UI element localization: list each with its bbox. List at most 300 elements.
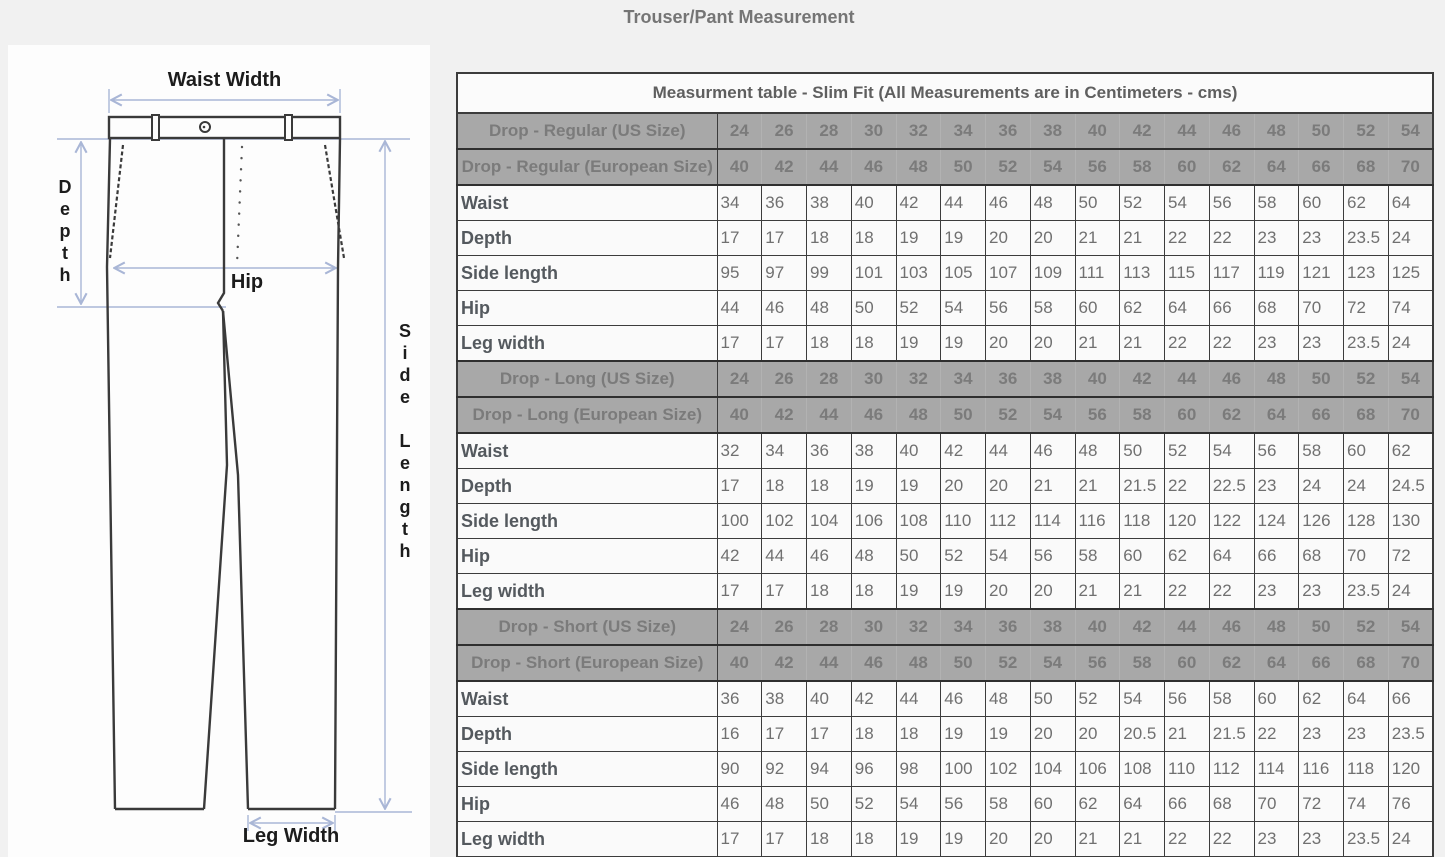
value-cell: 50	[896, 539, 941, 574]
value-cell: 20	[986, 326, 1031, 362]
value-cell: 58	[1209, 681, 1254, 717]
measurement-row	[457, 291, 1433, 326]
side-length-label: Side Length	[395, 321, 415, 563]
row-label-cell: Depth	[457, 221, 717, 256]
value-cell: 54	[1120, 681, 1165, 717]
value-cell: 17	[762, 326, 807, 362]
us-size-cell: 40	[1075, 361, 1120, 397]
value-cell: 96	[851, 752, 896, 787]
value-cell: 120	[1165, 504, 1210, 539]
eu-size-cell: 44	[807, 149, 852, 185]
value-cell: 17	[762, 574, 807, 610]
eu-size-cell: 70	[1388, 645, 1433, 681]
value-cell: 20	[986, 221, 1031, 256]
eu-size-cell: 50	[941, 149, 986, 185]
value-cell: 32	[717, 433, 762, 469]
value-cell: 18	[851, 574, 896, 610]
waist-width-label: Waist Width	[167, 69, 282, 91]
value-cell: 62	[1388, 433, 1433, 469]
value-cell: 107	[986, 256, 1031, 291]
value-cell: 58	[1075, 539, 1120, 574]
row-label-cell: Leg width	[457, 822, 717, 857]
value-cell: 19	[941, 574, 986, 610]
eu-size-cell: 68	[1344, 645, 1389, 681]
value-cell: 19	[896, 822, 941, 857]
eu-size-cell: 40	[717, 645, 762, 681]
row-label-cell: Hip	[457, 291, 717, 326]
value-cell: 18	[807, 469, 852, 504]
value-cell: 24	[1388, 326, 1433, 362]
value-cell: 52	[1075, 681, 1120, 717]
pocket-line-right	[325, 145, 344, 258]
value-cell: 48	[986, 681, 1031, 717]
value-cell: 52	[896, 291, 941, 326]
us-size-cell: 26	[762, 113, 807, 149]
value-cell: 23	[1254, 326, 1299, 362]
value-cell: 22.5	[1209, 469, 1254, 504]
us-size-cell: 24	[717, 361, 762, 397]
value-cell: 19	[941, 717, 986, 752]
value-cell: 18	[807, 326, 852, 362]
value-cell: 56	[986, 291, 1031, 326]
us-size-cell: 34	[941, 361, 986, 397]
value-cell: 60	[1299, 185, 1344, 221]
eu-size-cell: 40	[717, 149, 762, 185]
value-cell: 34	[762, 433, 807, 469]
value-cell: 124	[1254, 504, 1299, 539]
table-title-row	[457, 73, 1433, 113]
eu-size-cell: 58	[1120, 149, 1165, 185]
value-cell: 21	[1030, 469, 1075, 504]
value-cell: 52	[941, 539, 986, 574]
value-cell: 22	[1209, 822, 1254, 857]
value-cell: 125	[1388, 256, 1433, 291]
value-cell: 102	[986, 752, 1031, 787]
us-size-cell: 42	[1120, 361, 1165, 397]
value-cell: 17	[717, 221, 762, 256]
eu-size-cell: 46	[851, 645, 896, 681]
us-size-cell: 52	[1344, 361, 1389, 397]
right-inner-seam	[223, 311, 248, 809]
value-cell: 58	[1254, 185, 1299, 221]
value-cell: 128	[1344, 504, 1389, 539]
value-cell: 115	[1165, 256, 1210, 291]
value-cell: 94	[807, 752, 852, 787]
value-cell: 42	[851, 681, 896, 717]
value-cell: 44	[941, 185, 986, 221]
measurement-table-body	[457, 73, 1433, 857]
value-cell: 18	[807, 221, 852, 256]
value-cell: 70	[1254, 787, 1299, 822]
eu-size-cell: 52	[986, 645, 1031, 681]
value-cell: 20	[941, 469, 986, 504]
left-inner-seam	[204, 311, 227, 809]
value-cell: 21	[1120, 221, 1165, 256]
value-cell: 17	[717, 326, 762, 362]
depth-label: Depth	[55, 177, 75, 287]
value-cell: 117	[1209, 256, 1254, 291]
value-cell: 68	[1209, 787, 1254, 822]
value-cell: 38	[851, 433, 896, 469]
value-cell: 46	[762, 291, 807, 326]
value-cell: 36	[762, 185, 807, 221]
value-cell: 66	[1254, 539, 1299, 574]
value-cell: 19	[941, 326, 986, 362]
value-cell: 22	[1209, 574, 1254, 610]
us-size-cell: 46	[1209, 113, 1254, 149]
eu-size-cell: 58	[1120, 397, 1165, 433]
eu-size-row	[457, 397, 1433, 433]
value-cell: 21	[1075, 822, 1120, 857]
value-cell: 46	[1030, 433, 1075, 469]
value-cell: 70	[1299, 291, 1344, 326]
value-cell: 17	[717, 574, 762, 610]
left-outer-seam	[107, 139, 115, 809]
value-cell: 58	[1030, 291, 1075, 326]
us-size-cell: 32	[896, 609, 941, 645]
value-cell: 22	[1165, 326, 1210, 362]
row-label-cell: Drop - Short (European Size)	[457, 645, 717, 681]
value-cell: 119	[1254, 256, 1299, 291]
value-cell: 104	[1030, 752, 1075, 787]
value-cell: 19	[896, 469, 941, 504]
value-cell: 95	[717, 256, 762, 291]
us-size-cell: 48	[1254, 609, 1299, 645]
us-size-cell: 42	[1120, 113, 1165, 149]
eu-size-cell: 54	[1030, 397, 1075, 433]
value-cell: 92	[762, 752, 807, 787]
value-cell: 44	[986, 433, 1031, 469]
eu-size-cell: 64	[1254, 149, 1299, 185]
us-size-cell: 28	[807, 113, 852, 149]
us-size-cell: 42	[1120, 609, 1165, 645]
value-cell: 24.5	[1388, 469, 1433, 504]
value-cell: 99	[807, 256, 852, 291]
value-cell: 100	[941, 752, 986, 787]
value-cell: 66	[1209, 291, 1254, 326]
value-cell: 22	[1209, 221, 1254, 256]
us-size-cell: 38	[1030, 113, 1075, 149]
value-cell: 20	[1030, 822, 1075, 857]
measurement-row	[457, 326, 1433, 362]
value-cell: 19	[896, 326, 941, 362]
value-cell: 110	[1165, 752, 1210, 787]
trouser-diagram	[8, 45, 430, 857]
value-cell: 111	[1075, 256, 1120, 291]
value-cell: 62	[1344, 185, 1389, 221]
value-cell: 20	[986, 822, 1031, 857]
value-cell: 104	[807, 504, 852, 539]
us-size-cell: 28	[807, 361, 852, 397]
value-cell: 64	[1165, 291, 1210, 326]
value-cell: 18	[851, 326, 896, 362]
value-cell: 36	[717, 681, 762, 717]
eu-size-cell: 58	[1120, 645, 1165, 681]
value-cell: 21	[1120, 326, 1165, 362]
eu-size-cell: 42	[762, 397, 807, 433]
us-size-cell: 54	[1388, 113, 1433, 149]
value-cell: 20.5	[1120, 717, 1165, 752]
value-cell: 19	[896, 221, 941, 256]
us-size-cell: 46	[1209, 361, 1254, 397]
us-size-cell: 54	[1388, 361, 1433, 397]
value-cell: 20	[1030, 717, 1075, 752]
eu-size-cell: 50	[941, 645, 986, 681]
trouser-outline	[107, 115, 340, 809]
value-cell: 56	[1209, 185, 1254, 221]
value-cell: 48	[1075, 433, 1120, 469]
measurement-row	[457, 787, 1433, 822]
value-cell: 20	[1030, 326, 1075, 362]
value-cell: 40	[851, 185, 896, 221]
value-cell: 64	[1344, 681, 1389, 717]
value-cell: 18	[807, 822, 852, 857]
value-cell: 62	[1165, 539, 1210, 574]
value-cell: 46	[941, 681, 986, 717]
row-label-cell: Drop - Regular (European Size)	[457, 149, 717, 185]
belt-loop-right	[285, 115, 292, 140]
us-size-cell: 24	[717, 609, 762, 645]
measurement-row	[457, 504, 1433, 539]
measurement-row	[457, 574, 1433, 610]
measurement-row	[457, 469, 1433, 504]
us-size-cell: 50	[1299, 113, 1344, 149]
value-cell: 54	[986, 539, 1031, 574]
row-label-cell: Depth	[457, 717, 717, 752]
eu-size-row	[457, 645, 1433, 681]
value-cell: 22	[1209, 326, 1254, 362]
eu-size-cell: 56	[1075, 397, 1120, 433]
eu-size-cell: 66	[1299, 397, 1344, 433]
value-cell: 58	[1299, 433, 1344, 469]
value-cell: 23	[1254, 574, 1299, 610]
us-size-cell: 36	[986, 113, 1031, 149]
eu-size-cell: 68	[1344, 149, 1389, 185]
value-cell: 116	[1299, 752, 1344, 787]
row-label-cell: Hip	[457, 787, 717, 822]
value-cell: 114	[1254, 752, 1299, 787]
eu-size-cell: 54	[1030, 645, 1075, 681]
eu-size-cell: 44	[807, 645, 852, 681]
value-cell: 19	[851, 469, 896, 504]
us-size-cell: 32	[896, 361, 941, 397]
measurement-table-container	[456, 72, 1434, 857]
value-cell: 34	[717, 185, 762, 221]
value-cell: 54	[941, 291, 986, 326]
us-size-cell: 36	[986, 361, 1031, 397]
value-cell: 24	[1388, 822, 1433, 857]
value-cell: 60	[1254, 681, 1299, 717]
us-size-row	[457, 361, 1433, 397]
value-cell: 52	[1120, 185, 1165, 221]
us-size-cell: 28	[807, 609, 852, 645]
row-label-cell: Side length	[457, 256, 717, 291]
measurement-row	[457, 752, 1433, 787]
value-cell: 52	[1165, 433, 1210, 469]
value-cell: 24	[1388, 574, 1433, 610]
us-size-cell: 34	[941, 609, 986, 645]
eu-size-cell: 56	[1075, 149, 1120, 185]
value-cell: 23	[1254, 822, 1299, 857]
value-cell: 42	[717, 539, 762, 574]
value-cell: 23	[1254, 221, 1299, 256]
measurement-row	[457, 433, 1433, 469]
trouser-diagram-drawing	[8, 45, 430, 857]
value-cell: 62	[1075, 787, 1120, 822]
eu-size-row	[457, 149, 1433, 185]
eu-size-cell: 68	[1344, 397, 1389, 433]
value-cell: 20	[986, 574, 1031, 610]
value-cell: 50	[1120, 433, 1165, 469]
eu-size-cell: 70	[1388, 397, 1433, 433]
value-cell: 24	[1388, 221, 1433, 256]
value-cell: 23.5	[1344, 574, 1389, 610]
value-cell: 101	[851, 256, 896, 291]
value-cell: 52	[851, 787, 896, 822]
value-cell: 18	[896, 717, 941, 752]
us-size-cell: 38	[1030, 609, 1075, 645]
value-cell: 21	[1075, 221, 1120, 256]
value-cell: 44	[762, 539, 807, 574]
value-cell: 121	[1299, 256, 1344, 291]
value-cell: 44	[717, 291, 762, 326]
value-cell: 100	[717, 504, 762, 539]
crease-dotted-line	[237, 147, 242, 265]
value-cell: 44	[896, 681, 941, 717]
row-label-cell: Leg width	[457, 326, 717, 362]
value-cell: 118	[1120, 504, 1165, 539]
value-cell: 108	[1120, 752, 1165, 787]
value-cell: 50	[851, 291, 896, 326]
value-cell: 74	[1388, 291, 1433, 326]
value-cell: 113	[1120, 256, 1165, 291]
us-size-row	[457, 113, 1433, 149]
value-cell: 72	[1388, 539, 1433, 574]
value-cell: 46	[807, 539, 852, 574]
value-cell: 17	[807, 717, 852, 752]
value-cell: 68	[1254, 291, 1299, 326]
us-size-cell: 26	[762, 361, 807, 397]
value-cell: 50	[1030, 681, 1075, 717]
value-cell: 18	[851, 221, 896, 256]
value-cell: 114	[1030, 504, 1075, 539]
value-cell: 50	[1075, 185, 1120, 221]
eu-size-cell: 40	[717, 397, 762, 433]
value-cell: 40	[896, 433, 941, 469]
eu-size-cell: 64	[1254, 645, 1299, 681]
value-cell: 23	[1299, 221, 1344, 256]
value-cell: 122	[1209, 504, 1254, 539]
value-cell: 17	[762, 717, 807, 752]
value-cell: 66	[1165, 787, 1210, 822]
value-cell: 17	[762, 822, 807, 857]
row-label-cell: Hip	[457, 539, 717, 574]
value-cell: 19	[941, 221, 986, 256]
value-cell: 21.5	[1120, 469, 1165, 504]
us-size-cell: 44	[1165, 361, 1210, 397]
value-cell: 22	[1165, 574, 1210, 610]
eu-size-cell: 54	[1030, 149, 1075, 185]
value-cell: 21	[1120, 574, 1165, 610]
value-cell: 23.5	[1344, 326, 1389, 362]
value-cell: 17	[762, 221, 807, 256]
leg-width-label: Leg Width	[242, 825, 340, 847]
value-cell: 62	[1299, 681, 1344, 717]
value-cell: 109	[1030, 256, 1075, 291]
us-size-cell: 50	[1299, 609, 1344, 645]
value-cell: 56	[1165, 681, 1210, 717]
value-cell: 98	[896, 752, 941, 787]
value-cell: 54	[1209, 433, 1254, 469]
value-cell: 19	[986, 717, 1031, 752]
value-cell: 17	[717, 469, 762, 504]
row-label-cell: Drop - Long (European Size)	[457, 397, 717, 433]
us-size-cell: 30	[851, 113, 896, 149]
value-cell: 42	[896, 185, 941, 221]
value-cell: 70	[1344, 539, 1389, 574]
row-label-cell: Side length	[457, 504, 717, 539]
eu-size-cell: 50	[941, 397, 986, 433]
waistband	[109, 117, 340, 138]
value-cell: 23	[1299, 574, 1344, 610]
measurement-row	[457, 185, 1433, 221]
value-cell: 90	[717, 752, 762, 787]
us-size-cell: 46	[1209, 609, 1254, 645]
value-cell: 48	[807, 291, 852, 326]
value-cell: 106	[1075, 752, 1120, 787]
value-cell: 56	[1254, 433, 1299, 469]
measurement-table	[456, 72, 1434, 857]
us-size-cell: 40	[1075, 113, 1120, 149]
value-cell: 18	[851, 717, 896, 752]
value-cell: 20	[1030, 221, 1075, 256]
us-size-cell: 34	[941, 113, 986, 149]
value-cell: 116	[1075, 504, 1120, 539]
eu-size-cell: 62	[1209, 149, 1254, 185]
value-cell: 60	[1030, 787, 1075, 822]
eu-size-cell: 62	[1209, 397, 1254, 433]
eu-size-cell: 66	[1299, 149, 1344, 185]
us-size-cell: 26	[762, 609, 807, 645]
value-cell: 21	[1165, 717, 1210, 752]
value-cell: 18	[851, 822, 896, 857]
value-cell: 21	[1075, 574, 1120, 610]
value-cell: 56	[941, 787, 986, 822]
value-cell: 123	[1344, 256, 1389, 291]
us-size-cell: 30	[851, 361, 896, 397]
value-cell: 126	[1299, 504, 1344, 539]
value-cell: 105	[941, 256, 986, 291]
us-size-cell: 38	[1030, 361, 1075, 397]
value-cell: 106	[851, 504, 896, 539]
eu-size-cell: 60	[1165, 397, 1210, 433]
eu-size-cell: 56	[1075, 645, 1120, 681]
value-cell: 23	[1299, 822, 1344, 857]
value-cell: 42	[941, 433, 986, 469]
value-cell: 38	[807, 185, 852, 221]
table-title: Measurment table - Slim Fit (All Measurements are in Centimeters - cms)	[457, 73, 1433, 113]
value-cell: 23.5	[1344, 221, 1389, 256]
value-cell: 46	[986, 185, 1031, 221]
row-label-cell: Waist	[457, 681, 717, 717]
eu-size-cell: 52	[986, 149, 1031, 185]
us-size-cell: 48	[1254, 113, 1299, 149]
value-cell: 108	[896, 504, 941, 539]
eu-size-cell: 48	[896, 645, 941, 681]
value-cell: 36	[807, 433, 852, 469]
measurement-row	[457, 681, 1433, 717]
value-cell: 60	[1120, 539, 1165, 574]
